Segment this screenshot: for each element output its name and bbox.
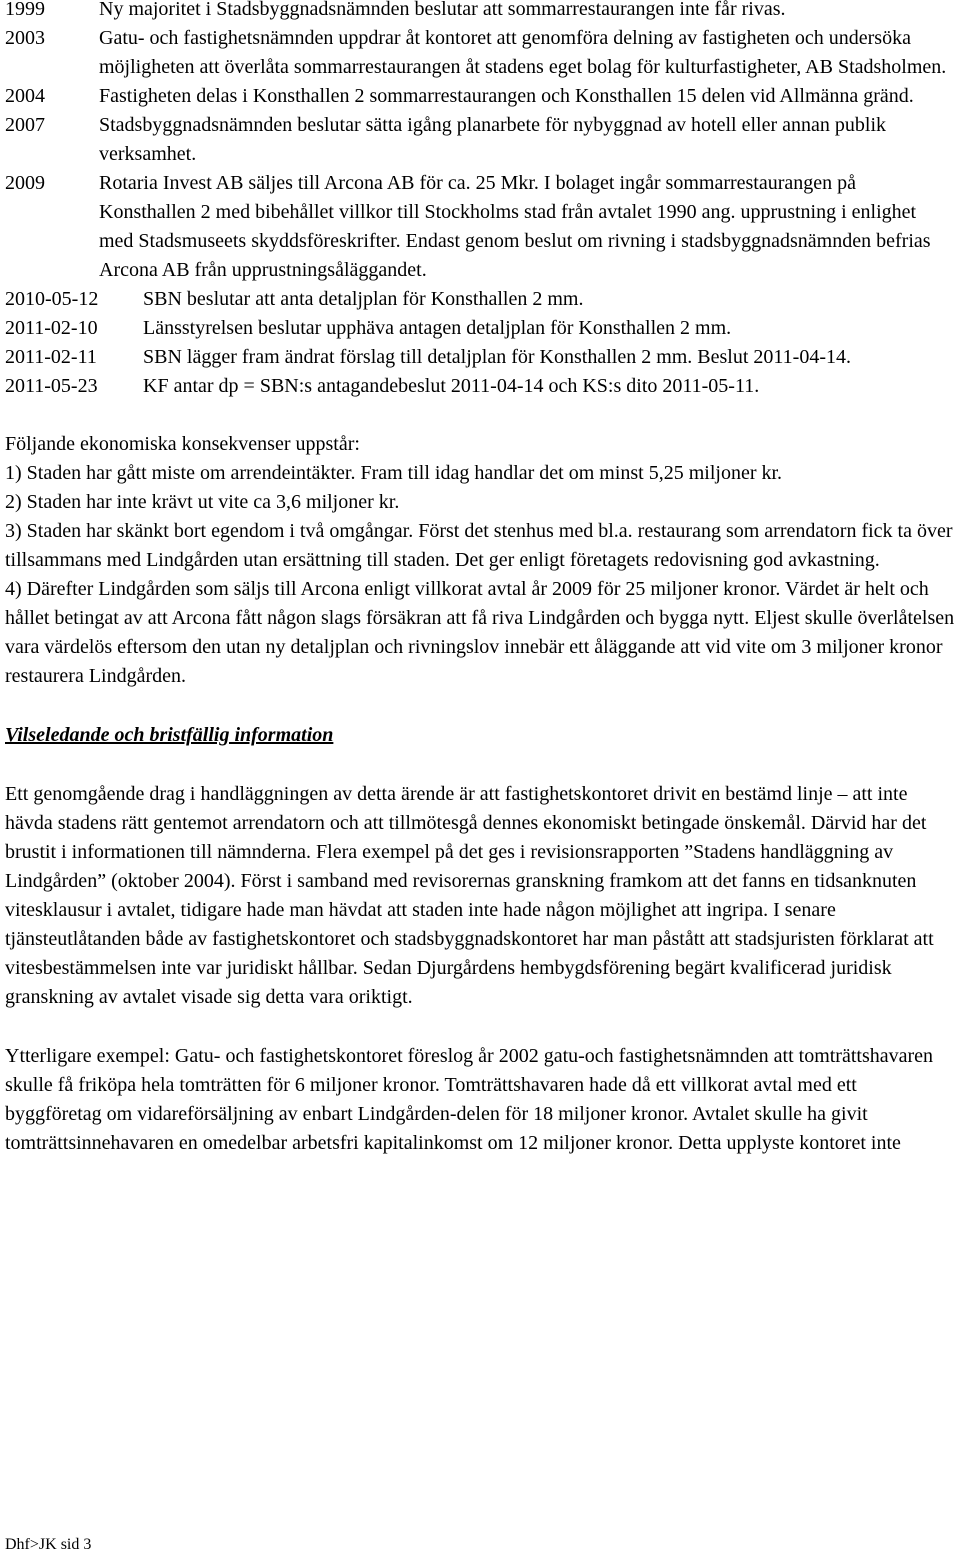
timeline-text: Fastigheten delas i Konsthallen 2 sommarrestaurangen och Konsthallen 15 delen vid Allmänna gränd. <box>99 85 914 107</box>
dated-text: KF antar dp = SBN:s antagandebeslut 2011-04-14 och KS:s dito 2011-05-11. <box>143 375 760 397</box>
timeline-text: Rotaria Invest AB säljes till Arcona AB för ca. 25 Mkr. I bolaget ingår sommarrestaurangen på Konsthallen 2 med bibehållet villkor till Stockholms stad från avtalet 1990 ang. upprustning i enlighet med Stadsmuseets skyddsföreskrifter. Endast genom beslut om rivning i stadsbyggnadsnämnden befrias Arcona AB från upprustningsåläggandet. <box>99 172 931 281</box>
consequence-item: 3) Staden har skänkt bort egendom i två omgångar. Först det stenhus med bl.a. restaurang som arrendatorn fick ta över tillsammans med Lindgården utan ersättning till staden. Det ger enligt företagets redovisning god avkastning. <box>5 520 953 571</box>
dated-text: SBN beslutar att anta detaljplan för Konsthallen 2 mm. <box>143 288 584 310</box>
timeline-year: 2007 <box>5 114 45 136</box>
dated-row <box>5 285 955 314</box>
timeline-year: 2009 <box>5 172 45 194</box>
timeline-year: 1999 <box>5 0 45 20</box>
timeline-row <box>5 82 955 111</box>
dated-row <box>5 343 955 372</box>
dated-date: 2011-02-10 <box>5 317 98 339</box>
body-paragraph: Ett genomgående drag i handläggningen av detta ärende är att fastighetskontoret drivit en bestämd linje – att inte hävda stadens rätt gentemot arrendatorn och att tillmötesgå dennes ekonomiskt betingade önskemål. Därvid har det brustit i informationen till nämnderna. Flera exempel på det ges i revisionsrapporten ”Stadens handläggning av Lindgården” (oktober 2004). Först i samband med revisorernas granskning framkom att det fanns en tidsanknuten vitesklausur i avtalet, tidigare hade man hävdat att staden inte hade någon möjlighet att ingripa. I senare tjänsteutlåtanden både av fastighetskontoret och stadsbyggnadskontoret har man påstått att stadsjuristen förklarat att vitesbestämmelsen inte var juridiskt hållbar. Sedan Djurgårdens hembygdsförening begärt kvalificerad juridisk granskning av avtalet visade sig detta vara oriktigt. <box>5 783 934 1008</box>
timeline-row <box>5 111 955 169</box>
timeline-year: 2004 <box>5 85 45 107</box>
dated-row <box>5 372 955 401</box>
timeline-year: 2003 <box>5 27 45 49</box>
timeline-row <box>5 0 955 24</box>
dated-date: 2011-05-23 <box>5 375 98 397</box>
consequence-item: 1) Staden har gått miste om arrendeintäkter. Fram till idag handlar det om minst 5,25 miljoner kr. <box>5 462 783 484</box>
body-paragraph: Ytterligare exempel: Gatu- och fastighetskontoret föreslog år 2002 gatu-och fastighetsnämnden att tomträttshavaren skulle få friköpa hela tomträtten för 6 miljoner kronor. Tomträttshavaren hade då ett villkorat avtal med ett byggföretag om vidareförsäljning av enbart Lindgården-delen för 18 miljoner kronor. Avtalet skulle ha givit tomträttsinnehavaren en omedelbar arbetsfri kapitalinkomst om 12 miljoner kronor. Detta upplyste kontoret inte <box>5 1045 934 1154</box>
dated-text: SBN lägger fram ändrat förslag till detaljplan för Konsthallen 2 mm. Beslut 2011-04-14. <box>143 346 851 368</box>
consequence-item: 4) Därefter Lindgården som säljs till Arcona enligt villkorat avtal år 2009 för 25 miljoner kronor. Värdet är helt och hållet betingat av att Arcona fått någon slags försäkran att få riva Lindgården och bygga nytt. Eljest skulle överlåtelsen vara värdelös eftersom den utan ny detaljplan och rivningslov innebär ett åläggande att vid vite om 3 miljoner kronor restaurera Lindgården. <box>5 578 955 687</box>
consequences-intro: Följande ekonomiska konsekvenser uppstår: <box>5 433 360 455</box>
dated-row <box>5 314 955 343</box>
timeline-text: Ny majoritet i Stadsbyggnadsnämnden beslutar att sommarrestaurangen inte får rivas. <box>99 0 786 20</box>
dated-date: 2011-02-11 <box>5 346 97 368</box>
page-footer: Dhf>JK sid 3 <box>5 1536 92 1553</box>
timeline-text: Stadsbyggnadsnämnden beslutar sätta igång planarbete för nybyggnad av hotell eller annan publik verksamhet. <box>99 114 887 165</box>
dated-date: 2010-05-12 <box>5 288 99 310</box>
document-page <box>5 0 955 1158</box>
timeline-row <box>5 24 955 82</box>
timeline-row <box>5 169 955 285</box>
timeline-text: Gatu- och fastighetsnämnden uppdrar åt kontoret att genomföra delning av fastigheten och undersöka möjligheten att överlåta sommarrestaurangen åt stadens eget bolag för kulturfastigheter, AB Stadsholmen. <box>99 27 947 78</box>
timeline <box>5 0 955 401</box>
dated-text: Länsstyrelsen beslutar upphäva antagen detaljplan för Konsthallen 2 mm. <box>143 317 732 339</box>
section-heading: Vilseledande och bristfällig information <box>5 724 334 746</box>
consequence-item: 2) Staden har inte krävt ut vite ca 3,6 miljoner kr. <box>5 491 400 513</box>
